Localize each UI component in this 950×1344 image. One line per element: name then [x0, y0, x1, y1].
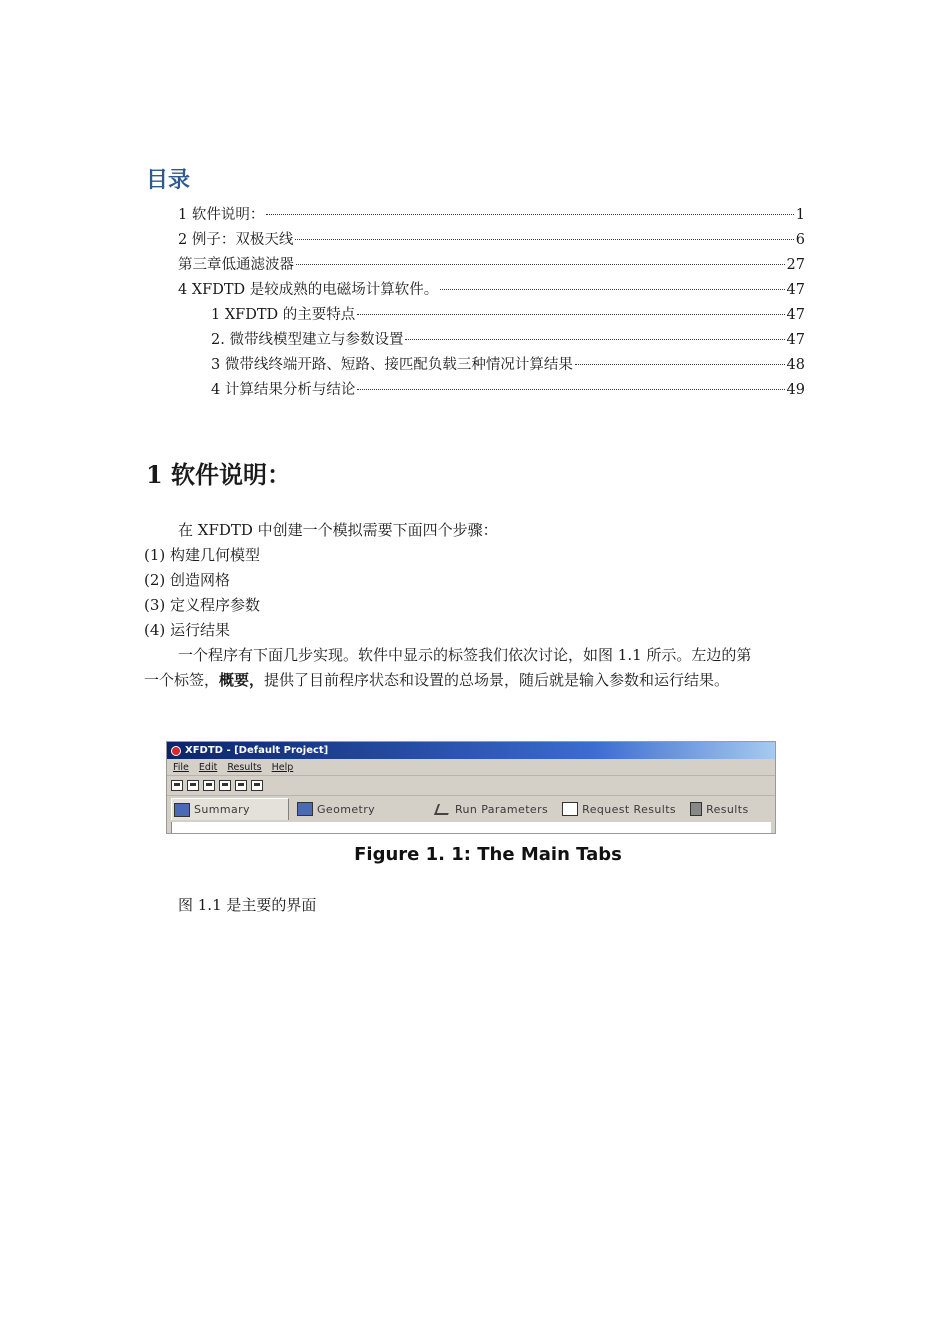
tab-results[interactable] — [688, 798, 755, 820]
toc-entry-page: 47 — [786, 332, 805, 348]
tab-run-parameters[interactable] — [433, 798, 554, 820]
toc-entry-page: 6 — [795, 232, 805, 248]
toc-entry-text: 第三章低通滤波器 — [178, 257, 294, 273]
tab-label: Run Parameters — [455, 802, 549, 816]
tab-geometry[interactable] — [295, 798, 427, 820]
toc-entry-text: 2 例子：双极天线 — [178, 232, 294, 248]
menu-edit[interactable]: Edit — [198, 761, 218, 773]
toc-title: 目录 — [146, 168, 191, 193]
figure-note: 图 1.1 是主要的界面 — [178, 896, 317, 914]
tab-label: Summary — [194, 803, 250, 816]
waveform-icon[interactable] — [235, 780, 247, 791]
toolbar — [167, 776, 775, 796]
step-item: (3) 定义程序参数 — [144, 596, 261, 614]
toc-entry-text: 3 微带线终端开路、短路、接匹配负载三种情况计算结果 — [211, 357, 573, 373]
menu-results[interactable]: Results — [227, 761, 262, 773]
toc-dot-leader — [405, 339, 784, 340]
toc-entry-page: 48 — [786, 357, 805, 373]
app-logo-icon — [171, 746, 181, 756]
toc-entry[interactable] — [211, 303, 805, 328]
toc-dot-leader — [575, 364, 785, 365]
toc-entry[interactable] — [211, 353, 805, 378]
toc-entry[interactable] — [178, 228, 805, 253]
arrow-right-icon — [690, 802, 702, 816]
toc-dot-leader — [296, 264, 785, 265]
open-folder-icon[interactable] — [171, 780, 183, 791]
toc-dot-leader — [357, 389, 784, 390]
menu-help[interactable]: Help — [271, 761, 294, 773]
section-heading: 1 软件说明： — [146, 460, 292, 489]
waveform-icon — [435, 802, 451, 816]
step-item: (4) 运行结果 — [144, 621, 231, 639]
toc-dot-leader — [295, 239, 793, 240]
toc-entry-text: 1 XFDTD 的主要特点 — [211, 307, 356, 323]
toc-entry-page: 1 — [795, 207, 805, 223]
export-icon[interactable] — [251, 780, 263, 791]
body-paragraph-line1: 一个程序有下面几步实现。软件中显示的标签我们依次讨论，如图 1.1 所示。左边的第 — [178, 646, 752, 664]
tab-content-area — [171, 822, 771, 834]
window-titlebar — [167, 742, 775, 759]
toc-entry-text: 1 软件说明： — [178, 207, 265, 223]
toc-entry[interactable] — [178, 203, 805, 228]
toc-entry[interactable] — [211, 328, 805, 353]
summary-icon — [174, 803, 190, 817]
toc-entry[interactable] — [178, 278, 805, 303]
toc-dot-leader — [440, 289, 784, 290]
app-screenshot — [166, 741, 776, 834]
tab-request-results[interactable] — [560, 798, 682, 820]
menu-file[interactable]: File — [173, 761, 189, 773]
window-title: XFDTD - [Default Project] — [185, 745, 329, 756]
tab-label: Request Results — [582, 802, 677, 816]
toc-entry-text: 2. 微带线模型建立与参数设置 — [211, 332, 404, 348]
menu-bar — [167, 759, 775, 776]
bold-term: 概要， — [219, 671, 265, 689]
toc-entry-text: 4 计算结果分析与结论 — [211, 382, 356, 398]
intro-paragraph: 在 XFDTD 中创建一个模拟需要下面四个步骤： — [178, 521, 498, 539]
hand-icon — [562, 802, 578, 816]
body-text: 提供了目前程序状态和设置的总场景，随后就是输入参数和运行结果。 — [264, 671, 730, 689]
tab-label: Geometry — [317, 802, 376, 816]
step-item: (2) 创造网格 — [144, 571, 231, 589]
figure-caption: Figure 1. 1: The Main Tabs — [354, 844, 622, 865]
toc-dot-leader — [266, 214, 793, 215]
body-paragraph-line2 — [144, 668, 729, 693]
save-icon[interactable] — [203, 780, 215, 791]
toc-entry-page: 27 — [786, 257, 805, 273]
tab-summary[interactable] — [171, 798, 289, 820]
open-project-icon[interactable] — [187, 780, 199, 791]
toc-entry-page: 47 — [786, 282, 805, 298]
geometry-icon — [297, 802, 313, 816]
step-item: (1) 构建几何模型 — [144, 546, 261, 564]
tab-label: Results — [706, 802, 749, 816]
toc-dot-leader — [357, 314, 784, 315]
toc-entry-page: 49 — [786, 382, 805, 398]
toc-entry[interactable] — [211, 378, 805, 403]
toc-entry[interactable] — [178, 253, 805, 278]
toc-entry-text: 4 XFDTD 是较成熟的电磁场计算软件。 — [178, 282, 439, 298]
main-tabs — [167, 796, 775, 822]
body-text: 一个标签， — [144, 671, 220, 689]
save-as-icon[interactable] — [219, 780, 231, 791]
toc-entry-page: 47 — [786, 307, 805, 323]
